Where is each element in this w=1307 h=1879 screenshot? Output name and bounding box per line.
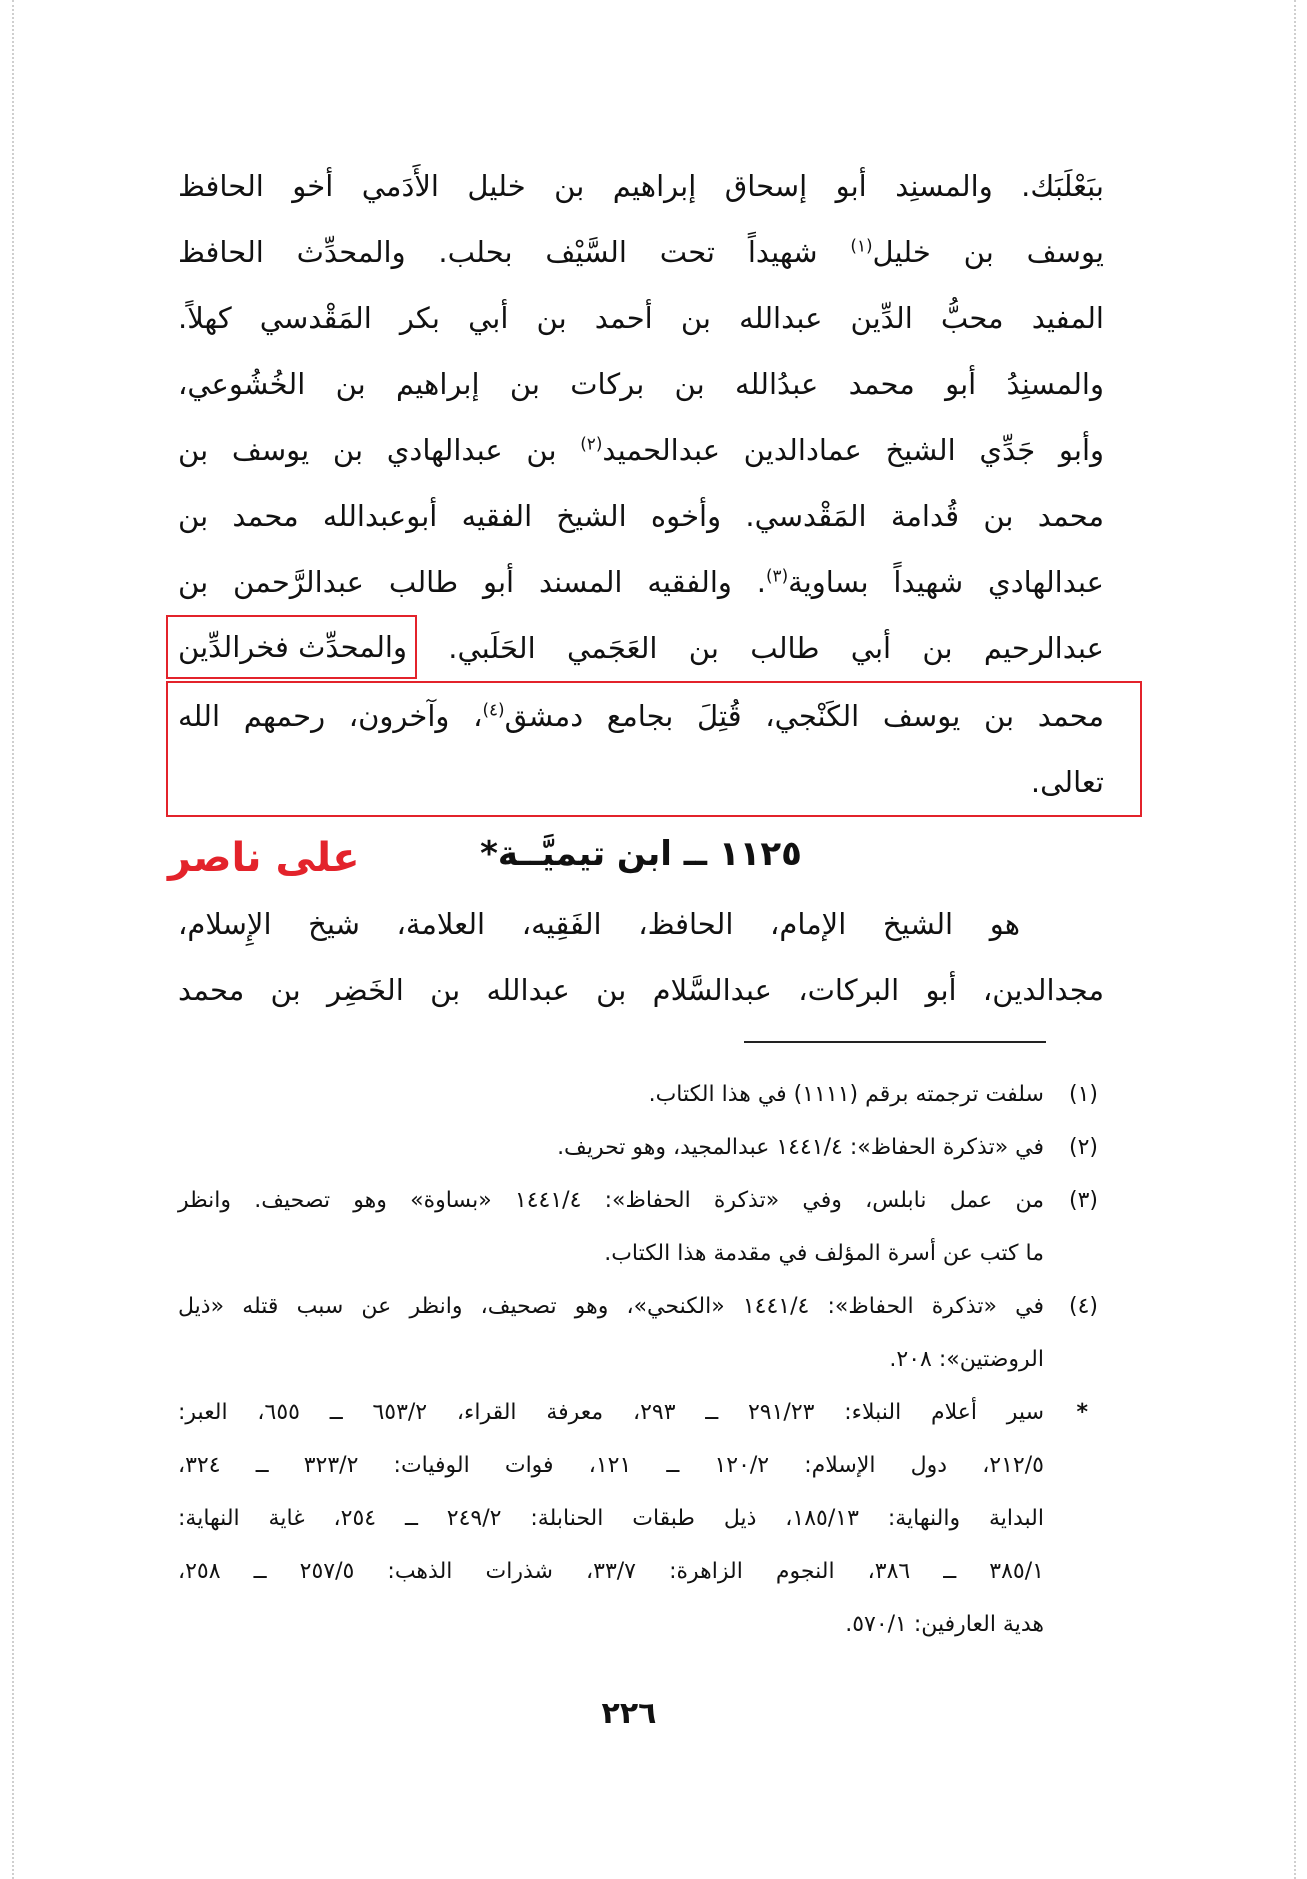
main-text-line [178, 417, 1104, 483]
footnote-line: البداية والنهاية: ١٨٥/١٣، ذيل طبقات الحنابلة: ٢٤٩/٢ ــ ٢٥٤، غاية النهاية: [178, 1506, 1044, 1531]
scan-edge-mark-left [12, 0, 14, 1879]
main-text-line [178, 483, 1104, 549]
page-number: ٢٢٦ [601, 1696, 657, 1731]
footnote-marker: (٣) [1068, 1188, 1098, 1213]
footnote-marker: (٤) [1068, 1294, 1098, 1319]
footnote-body [178, 1121, 1044, 1174]
line-text: شهيداً تحت السَّيْف بحلب. والمحدِّث الحافظ [178, 235, 851, 269]
line-text: . والفقيه المسند أبو طالب عبدالرَّحمن بن [178, 565, 766, 599]
line-text: ، وآخرون، رحمهم الله [178, 699, 483, 733]
asterisk-marker: * [1076, 1400, 1088, 1425]
footnote [178, 1121, 1098, 1174]
handwritten-annotation: على ناصر [168, 835, 360, 881]
line-text: محمد بن يوسف الكَنْجي، قُتِلَ بجامع دمشق [504, 699, 1105, 733]
footnote-reference: (١) [850, 235, 873, 256]
footnote-marker: (٢) [1068, 1135, 1098, 1160]
main-text-line [178, 219, 1104, 285]
main-text-line [178, 749, 1104, 815]
footnote-body [178, 1386, 1044, 1651]
entry-paragraph [178, 891, 1104, 1023]
footnote-sources [178, 1386, 1098, 1651]
highlight-box-fakhr-al-din: والمحدِّث فخرالدِّين [166, 615, 417, 679]
footnote-body [178, 1174, 1044, 1280]
footnote [178, 1068, 1098, 1121]
footnote-marker: (١) [1068, 1082, 1098, 1107]
footnote-reference: (٣) [765, 565, 789, 586]
footnote-line: سير أعلام النبلاء: ٢٩١/٢٣ ــ ٢٩٣، معرفة القراء، ٦٥٣/٢ ــ ٦٥٥، العبر: [178, 1400, 1045, 1425]
footnote [178, 1174, 1098, 1280]
line-text: والمسنِدُ أبو محمد عبدُالله بن بركات بن إبراهيم بن الخُشُوعي، [178, 367, 1104, 401]
line-text: عبدالرحيم بن أبي طالب بن العَجَمي الحَلَبي. [416, 631, 1104, 665]
line-text: عبدالهادي شهيداً بساوية [788, 565, 1104, 599]
footnote-reference: (٤) [482, 699, 505, 720]
main-text-line [178, 153, 1104, 219]
main-text-line [178, 615, 1104, 681]
line-text: ببَعْلَبَك. والمسنِد أبو إسحاق إبراهيم بن خليل الأَدَمي أخو الحافظ [178, 169, 1104, 203]
footnote-line: هدية العارفين: ٥٧٠/١. [845, 1612, 1044, 1637]
highlight-box-kanji-passage [166, 681, 1142, 817]
footnote-line: في «تذكرة الحفاظ»: ١٤٤١/٤ «الكنحي»، وهو تصحيف، وانظر عن سبب قتله «ذيل [178, 1294, 1044, 1319]
line-text: يوسف بن خليل [872, 235, 1104, 269]
line-text: تعالى. [1030, 765, 1104, 799]
footnote-line: سلفت ترجمته برقم (١١١١) في هذا الكتاب. [648, 1082, 1044, 1107]
footnote-divider [744, 1041, 1046, 1043]
entry-heading: ١١٢٥ ــ ابن تيميَّــة* [480, 834, 802, 874]
footnote-body [178, 1068, 1044, 1121]
footnote-line: ٣٨٥/١ ــ ٣٨٦، النجوم الزاهرة: ٣٣/٧، شذرات الذهب: ٢٥٧/٥ ــ ٢٥٨، [178, 1559, 1044, 1584]
line-text: محمد بن قُدامة المَقْدسي. وأخوه الشيخ الفقيه أبوعبدالله محمد بن [178, 499, 1104, 533]
main-text [178, 153, 1104, 817]
entry-line: مجدالدين، أبو البركات، عبدالسَّلام بن عبدالله بن الخَضِر بن محمد [178, 973, 1104, 1007]
main-text-line [178, 549, 1104, 615]
entry-line: هو الشيخ الإمام، الحافظ، الفَقِيه، العلامة، شيخ الإِسلام، [178, 907, 1020, 941]
line-text: بن عبدالهادي بن يوسف بن [178, 433, 581, 467]
scan-edge-mark-right [1294, 0, 1296, 1879]
footnote-line: من عمل نابلس، وفي «تذكرة الحفاظ»: ١٤٤١/٤ «بساوة» وهو تصحيف. وانظر [178, 1188, 1044, 1213]
line-text: المفيد محبُّ الدِّين عبدالله بن أحمد بن أبي بكر المَقْدسي كهلاً. [178, 301, 1104, 335]
footnote-reference: (٢) [580, 433, 603, 454]
main-text-line [178, 285, 1104, 351]
line-text: وأبو جَدِّي الشيخ عمادالدين عبدالحميد [602, 433, 1105, 467]
main-text-line [178, 683, 1104, 749]
footnote-line: ٢١٢/٥، دول الإسلام: ١٢٠/٢ ــ ١٢١، فوات الوفيات: ٣٢٣/٢ ــ ٣٢٤، [178, 1453, 1044, 1478]
footnote-body [178, 1280, 1044, 1386]
footnote [178, 1280, 1098, 1386]
footnotes [178, 1068, 1098, 1651]
main-text-line [178, 351, 1104, 417]
footnote-line: في «تذكرة الحفاظ»: ١٤٤١/٤ عبدالمجيد، وهو تحريف. [557, 1135, 1044, 1160]
footnote-line: الروضتين»: ٢٠٨. [889, 1347, 1044, 1372]
footnote-line: ما كتب عن أسرة المؤلف في مقدمة هذا الكتاب. [604, 1241, 1044, 1266]
